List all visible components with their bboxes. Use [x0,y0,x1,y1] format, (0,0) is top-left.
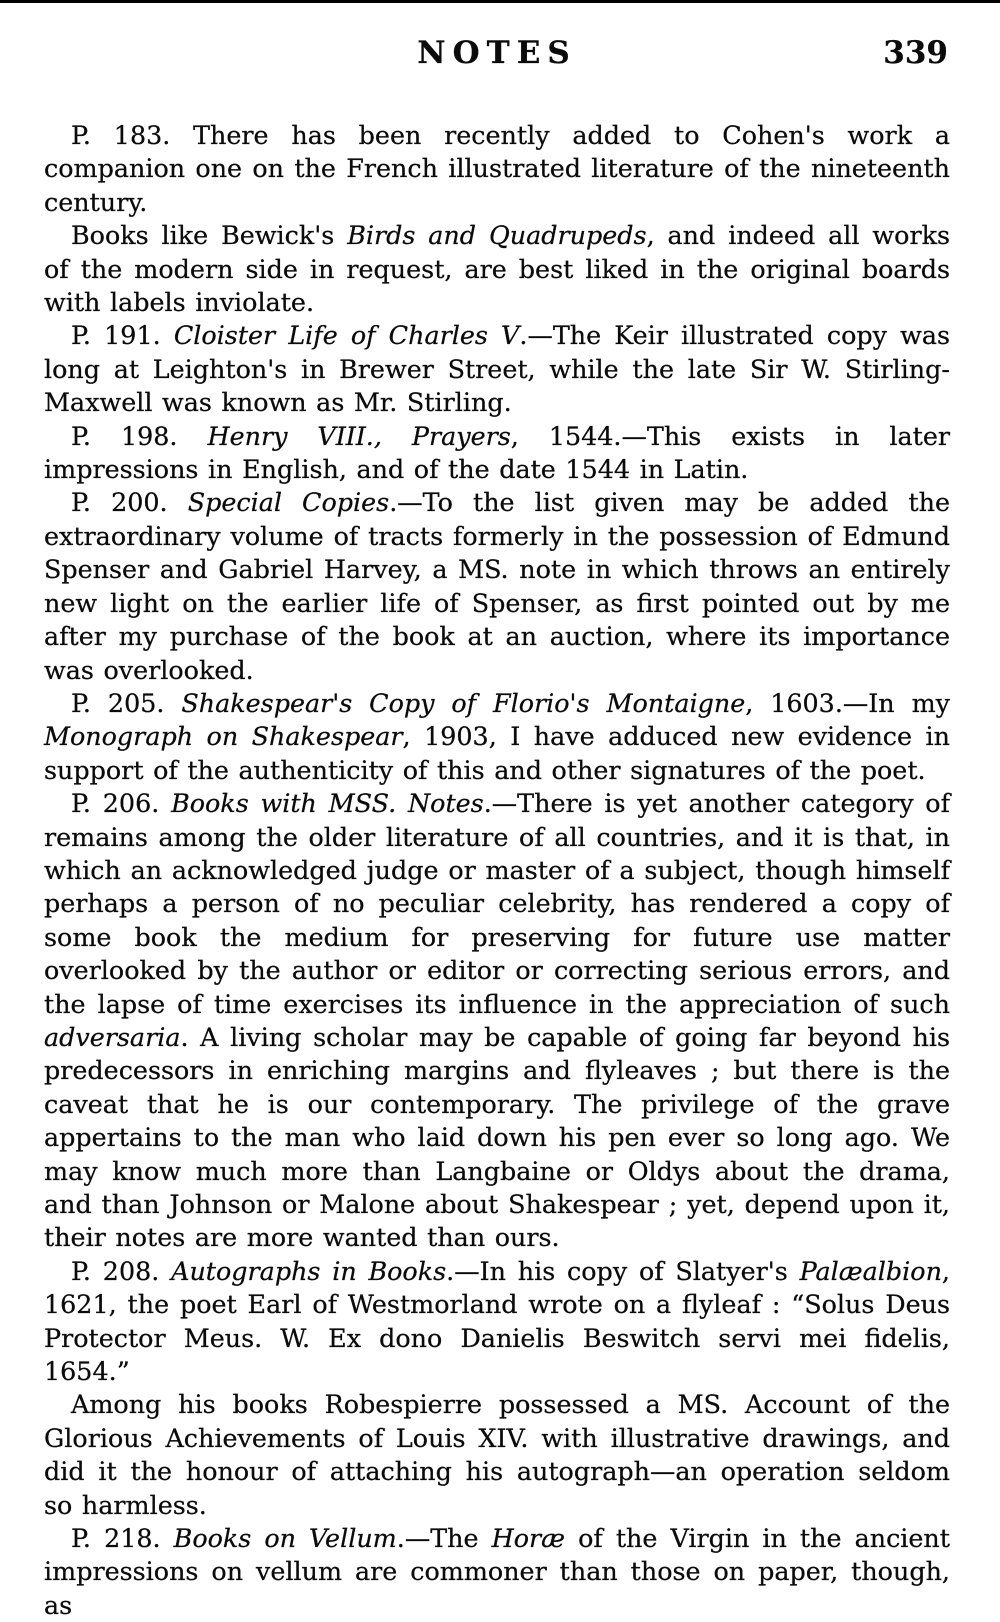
text-block [44,119,950,1622]
text-run: Books like Bewick's [71,220,348,251]
italic-title-text: adversaria [44,1021,181,1052]
text-run: P. 191. [71,320,174,351]
italic-title-text: Palæalbion [799,1255,942,1286]
paragraph [44,1522,950,1622]
text-run: P. 206. [71,788,172,819]
text-run: P. 183. There has been recently added to Cohen's work a companion one on the French illustrated literature of the nineteenth century. [44,120,950,217]
italic-title-text: Monograph on Shakespear [44,721,403,752]
paragraph [44,319,950,419]
italic-title-text: Horæ [491,1523,566,1554]
page-number: 339 [883,35,948,71]
text-run: , 1621, the poet Earl of Westmorland wrote on a flyleaf : “Solus Deus Protector Meus. W. Ex dono Danielis Beswitch servi mei fidelis, 1654.” [44,1255,950,1387]
italic-title-text: Cloister Life of Charles V [173,320,520,351]
italic-title-text: Special Copies [187,487,390,518]
running-head [44,35,950,77]
text-run: . A living scholar may be capable of going far beyond his predecessors in enriching margins and flyleaves ; but there is the caveat that he is our contemporary. The privilege of the grave appertains to the man who laid down his pen ever so long ago. We may know much more than Langbaine or Oldys about the drama, and than Johnson or Malone about Shakespear ; yet, depend upon it, their notes are more wanted than ours. [44,1021,950,1253]
paragraph [44,687,950,787]
page-title: NOTES [417,35,577,71]
italic-title-text: Shakespear's Copy of Florio's Montaigne [181,687,746,718]
paragraph [44,486,950,686]
italic-title-text: Books with MSS. Notes [171,788,484,819]
paragraph [44,420,950,487]
text-run: , 1603.—In my [745,687,950,718]
text-run: P. 208. [71,1255,172,1286]
text-run: .—In his copy of Slatyer's [446,1255,800,1286]
italic-title-text: Birds and Quadrupeds [347,220,647,251]
text-run: .—There is yet another category of remains among the older literature of all countries, and it is that, in which an acknowledged judge or master of a subject, though himself perhaps a person of no peculiar celebrity, has rendered a copy of some book the medium for preserving for future use matter overlooked by the author or editor or correcting serious errors, and the lapse of time exercises its influence in the appreciation of such [44,788,950,1019]
text-run: P. 205. [71,687,182,718]
text-run: of the Virgin in the ancient impressions on vellum are commoner than those on paper, though, as [44,1523,950,1620]
italic-title-text: Autographs in Books [171,1255,447,1286]
text-run: .—The Keir illustrated copy was long at Leighton's in Brewer Street, while the late Sir W. Stirling-Maxwell was known as Mr. Stirling. [44,320,951,418]
paragraph [44,787,950,1255]
text-run: P. 198. [71,420,208,451]
text-run: .—To the list given may be added the extraordinary volume of tracts formerly in the possession of Edmund Spenser and Gabriel Harvey, a MS. note in which throws an entirely new light on the earlier life of Spenser, as first pointed out by me after my purchase of the book at an auction, where its importance was overlooked. [44,487,950,685]
text-run: .—The [396,1523,492,1554]
text-run: , 1544.—This exists in later impressions in English, and of the date 1544 in Latin. [44,420,950,485]
text-run: , and indeed all works of the modern side in request, are best liked in the original boards with labels inviolate. [44,220,950,318]
italic-title-text: Books on Vellum [173,1523,397,1554]
paragraph [44,219,950,319]
paragraph [44,1388,950,1522]
italic-title-text: Henry VIII., Prayers [207,420,511,451]
text-run: , 1903, I have adduced new evidence in support of the authenticity of this and other signatures of the poet. [44,721,950,785]
text-run: P. 218. [71,1523,174,1554]
text-run: Among his books Robespierre possessed a MS. Account of the Glorious Achievements of Louis XIV. with illustrative drawings, and did it the honour of attaching his autograph—an operation seldom so harmless. [44,1389,950,1520]
text-run: P. 200. [71,487,188,518]
paragraph [44,1255,950,1389]
paragraph [44,119,950,219]
